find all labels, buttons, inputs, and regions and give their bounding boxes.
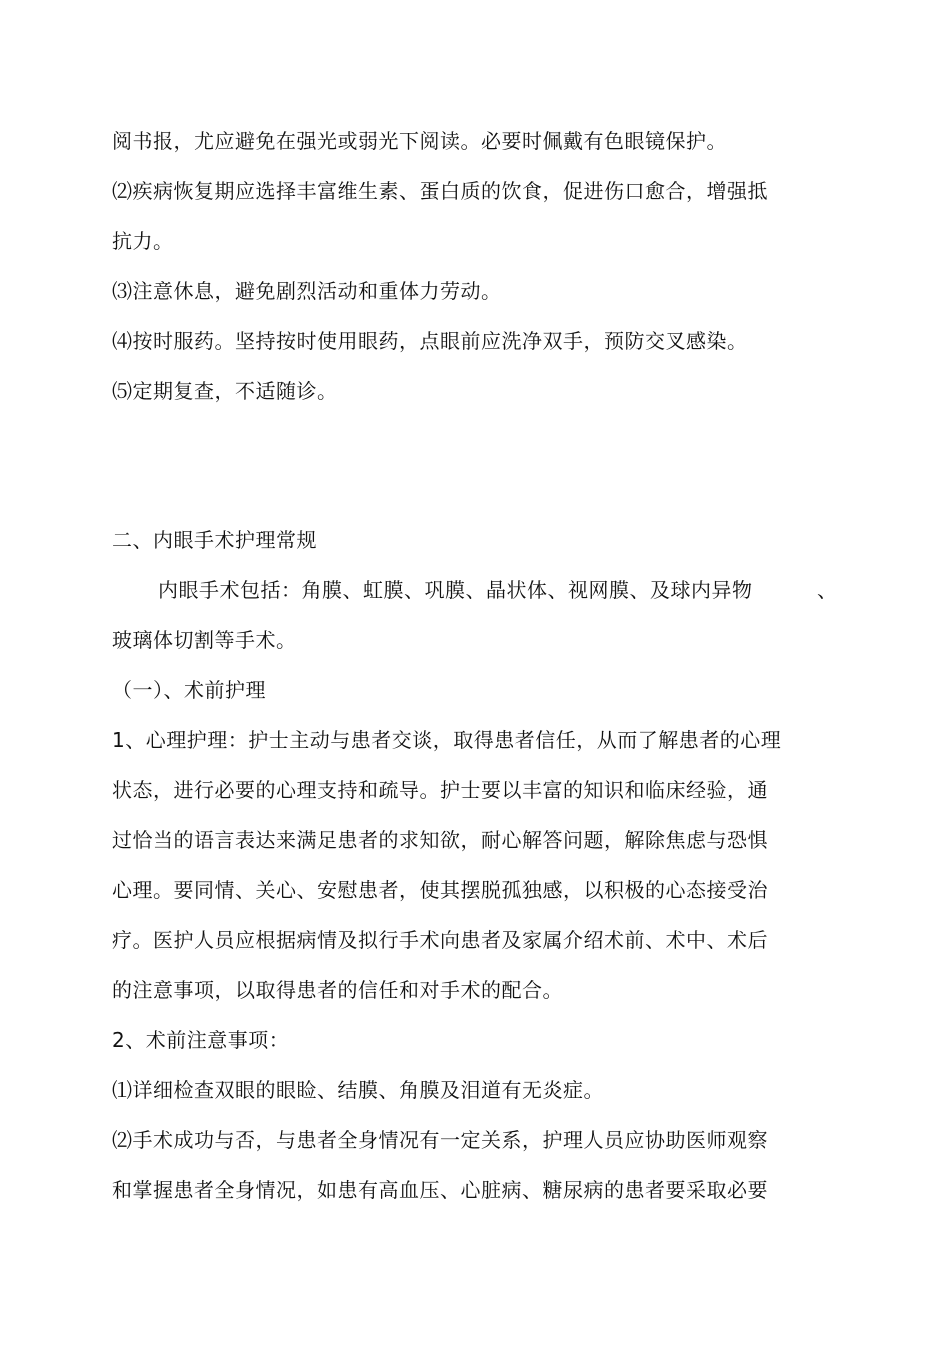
text-line: 过恰当的语言表达来满足患者的求知欲，耐心解答问题，解除焦虑与恐惧 xyxy=(112,828,768,852)
text-line: 和掌握患者全身情况，如患有高血压、心脏病、糖尿病的患者要采取必要 xyxy=(112,1178,768,1202)
text-line: 、 xyxy=(817,578,837,602)
text-line: 心理。要同情、关心、安慰患者，使其摆脱孤独感，以积极的心态接受治 xyxy=(112,878,768,902)
text-line: 玻璃体切割等手术。 xyxy=(112,628,297,652)
text-line: 的注意事项，以取得患者的信任和对手术的配合。 xyxy=(112,978,563,1002)
text-line: 阅书报，尤应避免在强光或弱光下阅读。必要时佩戴有色眼镜保护。 xyxy=(112,129,727,153)
text-line: 疗。医护人员应根据病情及拟行手术向患者及家属介绍术前、术中、术后 xyxy=(112,928,768,952)
list-item: ⑷按时服药。坚持按时使用眼药，点眼前应洗净双手，预防交叉感染。 xyxy=(112,329,748,353)
section-heading: 二、内眼手术护理常规 xyxy=(112,528,317,552)
list-item: ⑵疾病恢复期应选择丰富维生素、蛋白质的饮食，促进伤口愈合，增强抵 xyxy=(112,179,768,203)
list-item: ⑸定期复查，不适随诊。 xyxy=(112,379,338,403)
list-item: ⑴详细检查双眼的眼睑、结膜、角膜及泪道有无炎症。 xyxy=(112,1078,604,1102)
list-item: ⑵手术成功与否，与患者全身情况有一定关系，护理人员应协助医师观察 xyxy=(112,1128,768,1152)
subsection-heading: （一）、术前护理 xyxy=(112,678,266,702)
list-item: ⑶注意休息，避免剧烈活动和重体力劳动。 xyxy=(112,279,502,303)
text-line: 内眼手术包括：角膜、虹膜、巩膜、晶状体、视网膜、及球内异物 xyxy=(158,578,753,602)
text-line: 1、心理护理：护士主动与患者交谈，取得患者信任，从而了解患者的心理 xyxy=(112,728,782,752)
text-line: 状态，进行必要的心理支持和疏导。护士要以丰富的知识和临床经验，通 xyxy=(112,778,768,802)
text-line: 2、术前注意事项： xyxy=(112,1028,290,1052)
text-line: 抗力。 xyxy=(112,229,174,253)
